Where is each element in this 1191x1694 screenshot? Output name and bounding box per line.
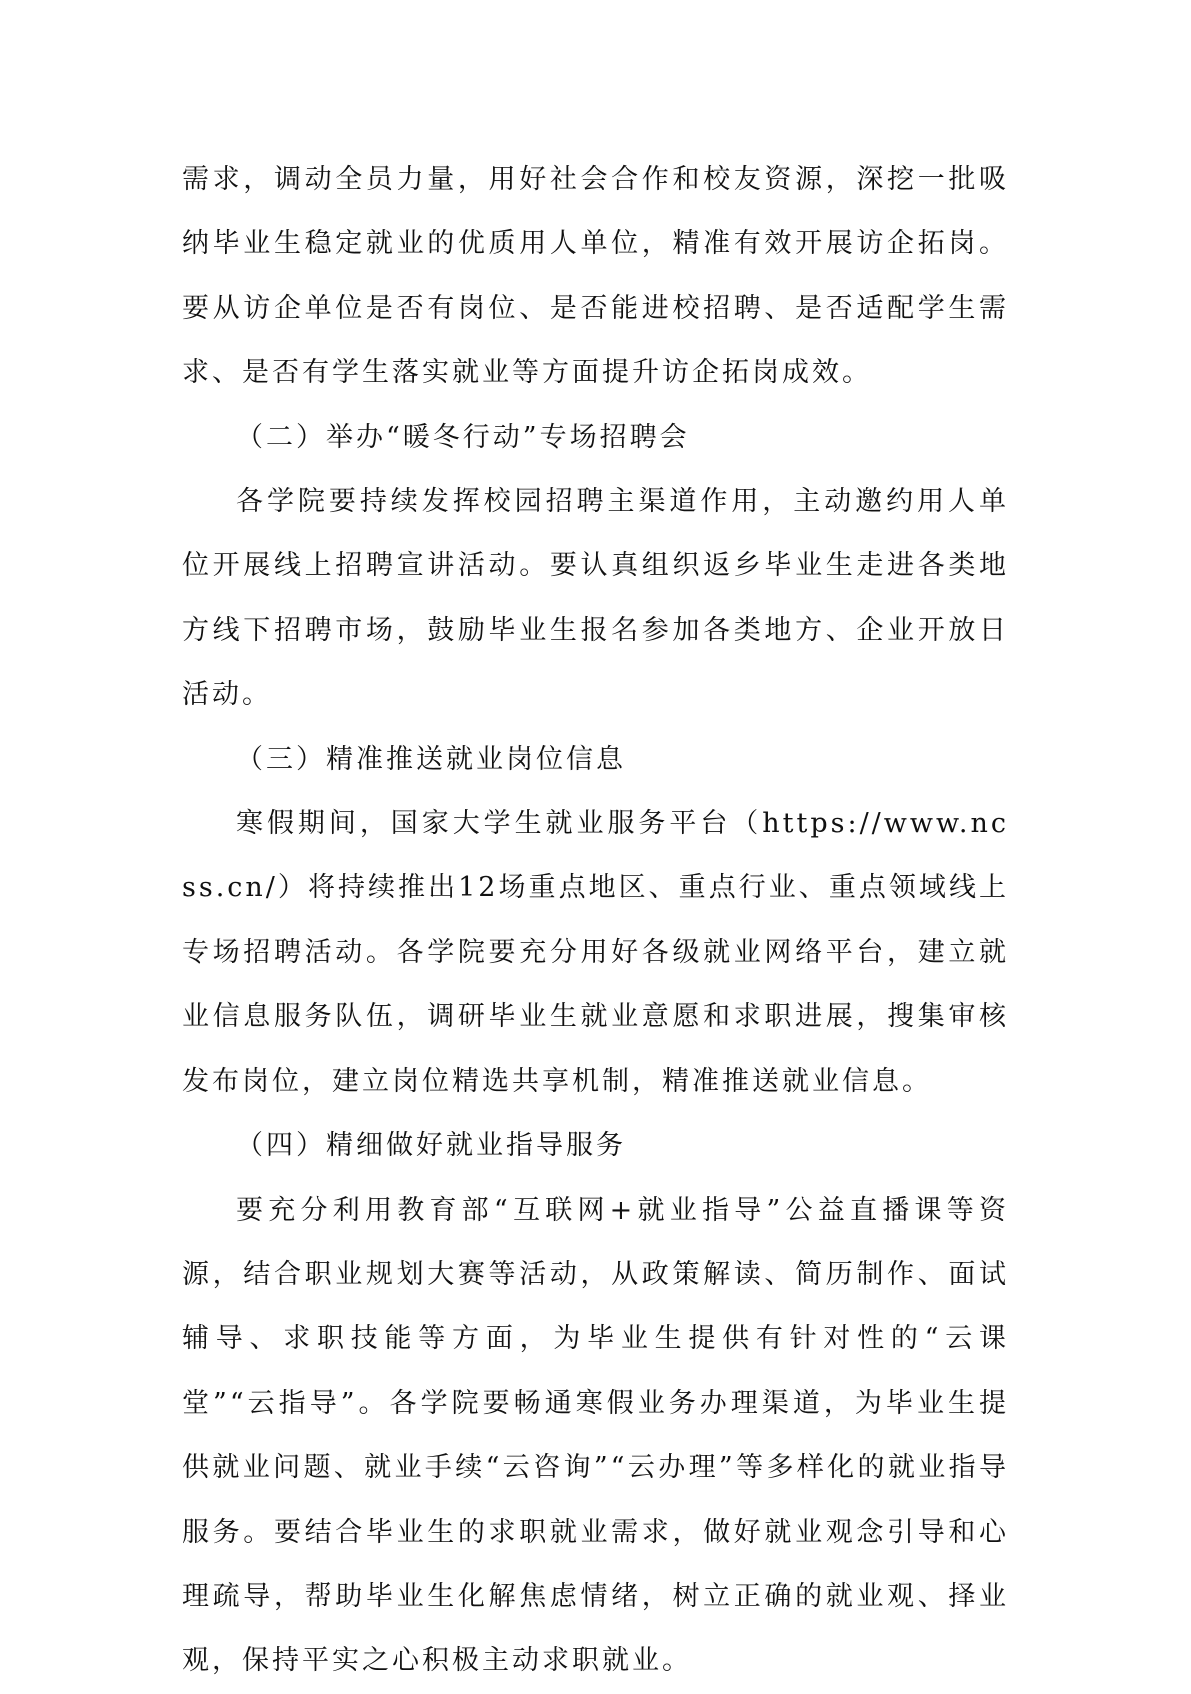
paragraph-job-info: 寒假期间，国家大学生就业服务平台（https://www.ncss.cn/）将持续推出12场重点地区、重点行业、重点领域线上专场招聘活动。各学院要充分用好各级就业网络平台，建立就业信息服务队伍，调研毕业生就业意愿和求职进展，搜集审核发布岗位，建立岗位精选共享机制，精准推送就业信息。	[182, 808, 1009, 1097]
paragraph-campus-recruitment: 各学院要持续发挥校园招聘主渠道作用，主动邀约用人单位开展线上招聘宣讲活动。要认真组织返乡毕业生走进各类地方线下招聘市场，鼓励毕业生报名参加各类地方、企业开放日活动。	[182, 486, 1009, 711]
section-heading-2: （二）举办“暖冬行动”专场招聘会	[236, 421, 690, 453]
section-heading-4: （四）精细做好就业指导服务	[236, 1130, 626, 1162]
paragraph-career-guidance: 要充分利用教育部“互联网+就业指导”公益直播课等资源，结合职业规划大赛等活动，从政策解读、简历制作、面试辅导、求职技能等方面，为毕业生提供有针对性的“云课堂”“云指导”。各学院要畅通寒假业务办理渠道，为毕业生提供就业问题、就业手续“云咨询”“云办理”等多样化的就业指导服务。要结合毕业生的求职就业需求，做好就业观念引导和心理疏导，帮助毕业生化解焦虑情绪，树立正确的就业观、择业观，保持平实之心积极主动求职就业。	[182, 1194, 1009, 1677]
paragraph-continuation: 需求，调动全员力量，用好社会合作和校友资源，深挖一批吸纳毕业生稳定就业的优质用人单位，精准有效开展访企拓岗。要从访企单位是否有岗位、是否能进校招聘、是否适配学生需求、是否有学生落实就业等方面提升访企拓岗成效。	[182, 164, 1009, 389]
section-heading-3: （三）精准推送就业岗位信息	[236, 743, 626, 775]
document-body	[182, 148, 1009, 1694]
